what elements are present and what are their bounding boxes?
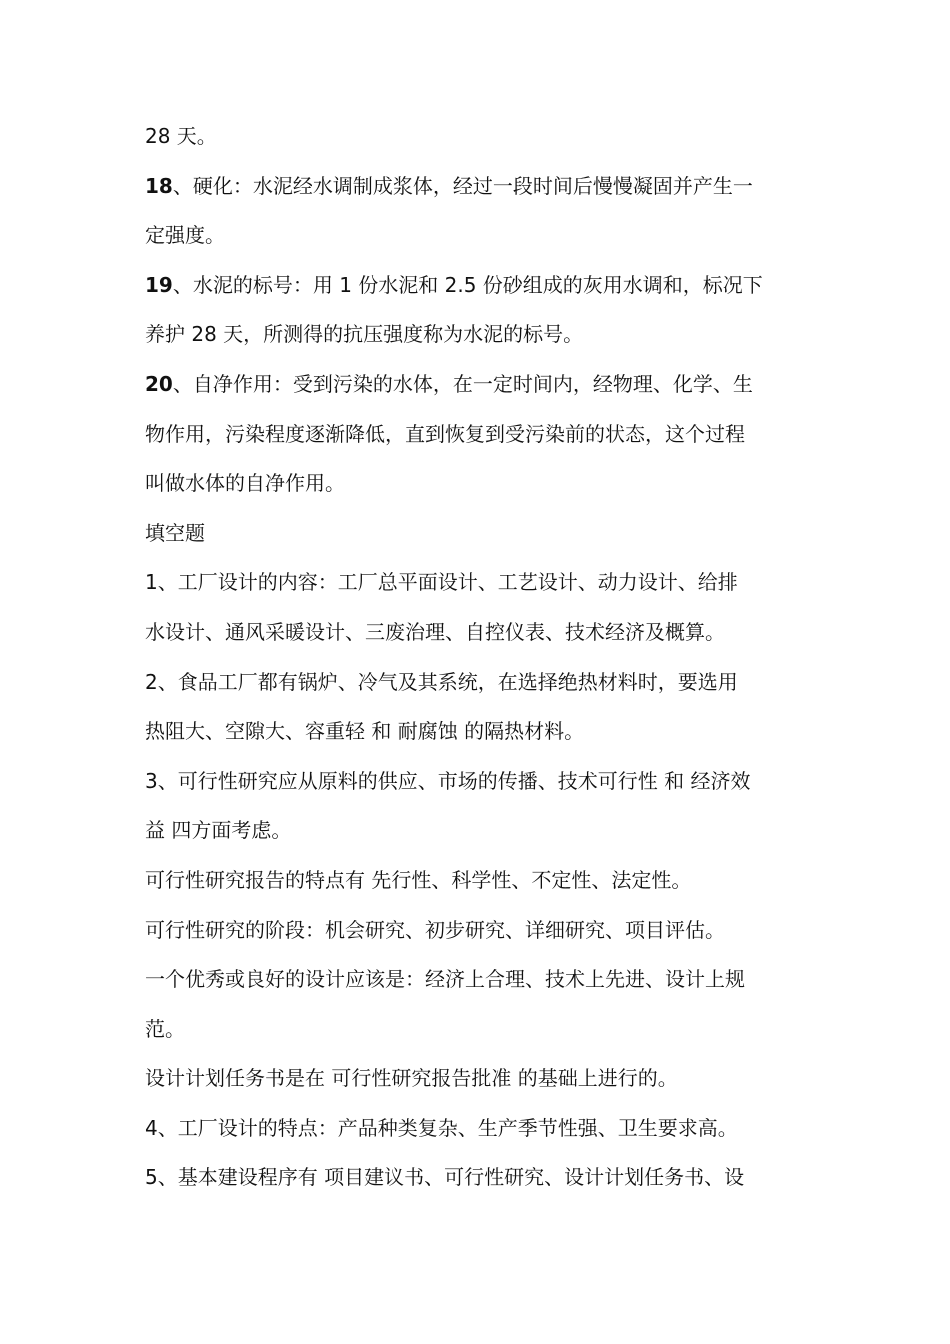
line-text: 、硬化：水泥经水调制成浆体，经过一段时间后慢慢凝固并产生一	[172, 173, 753, 198]
text-line	[145, 261, 815, 311]
text-line	[145, 1104, 815, 1154]
line-text: 、水泥的标号：用 1 份水泥和 2.5 份砂组成的灰用水调和，标况下	[172, 272, 763, 297]
line-text: 定强度。	[145, 223, 225, 248]
text-line	[145, 608, 815, 658]
text-line	[145, 310, 815, 360]
line-text: 热阻大、空隙大、容重轻 和 耐腐蚀 的隔热材料。	[145, 719, 585, 744]
text-line	[145, 658, 815, 708]
text-line	[145, 1005, 815, 1055]
item-number: 19	[145, 272, 173, 297]
text-line	[145, 410, 815, 460]
text-line	[145, 906, 815, 956]
document-page	[145, 112, 815, 1203]
item-number: 18	[145, 173, 173, 198]
text-line	[145, 707, 815, 757]
line-text: 范。	[145, 1016, 185, 1041]
line-text: 3、可行性研究应从原料的供应、市场的传播、技术可行性 和 经济效	[145, 768, 751, 793]
text-line	[145, 162, 815, 212]
line-text: 益 四方面考虑。	[145, 818, 292, 843]
text-line	[145, 955, 815, 1005]
line-text: 5、基本建设程序有 项目建议书、可行性研究、设计计划任务书、设	[145, 1165, 745, 1190]
text-line	[145, 112, 815, 162]
item-number: 20	[145, 371, 173, 396]
text-line	[145, 1153, 815, 1203]
line-text: 叫做水体的自净作用。	[145, 471, 345, 496]
line-text: 2、食品工厂都有锅炉、冷气及其系统，在选择绝热材料时，要选用	[145, 669, 738, 694]
text-line	[145, 757, 815, 807]
text-line	[145, 459, 815, 509]
line-text: 一个优秀或良好的设计应该是：经济上合理、技术上先进、设计上规	[145, 967, 745, 992]
text-line	[145, 806, 815, 856]
text-line	[145, 360, 815, 410]
line-text: 物作用，污染程度逐渐降低，直到恢复到受污染前的状态，这个过程	[145, 421, 745, 446]
line-text: 4、工厂设计的特点：产品种类复杂、生产季节性强、卫生要求高。	[145, 1115, 738, 1140]
section-heading	[145, 509, 815, 559]
line-text: 、自净作用：受到污染的水体，在一定时间内，经物理、化学、生	[172, 371, 753, 396]
text-line	[145, 211, 815, 261]
line-text: 填空题	[145, 520, 205, 545]
line-text: 设计计划任务书是在 可行性研究报告批准 的基础上进行的。	[145, 1066, 678, 1091]
text-line	[145, 558, 815, 608]
text-line	[145, 856, 815, 906]
text-line	[145, 1054, 815, 1104]
line-text: 28 天。	[145, 124, 217, 148]
line-text: 养护 28 天，所测得的抗压强度称为水泥的标号。	[145, 322, 584, 347]
line-text: 水设计、通风采暖设计、三废治理、自控仪表、技术经济及概算。	[145, 619, 725, 644]
line-text: 可行性研究的阶段：机会研究、初步研究、详细研究、项目评估。	[145, 917, 725, 942]
line-text: 可行性研究报告的特点有 先行性、科学性、不定性、法定性。	[145, 867, 692, 892]
line-text: 1、工厂设计的内容：工厂总平面设计、工艺设计、动力设计、给排	[145, 570, 738, 595]
